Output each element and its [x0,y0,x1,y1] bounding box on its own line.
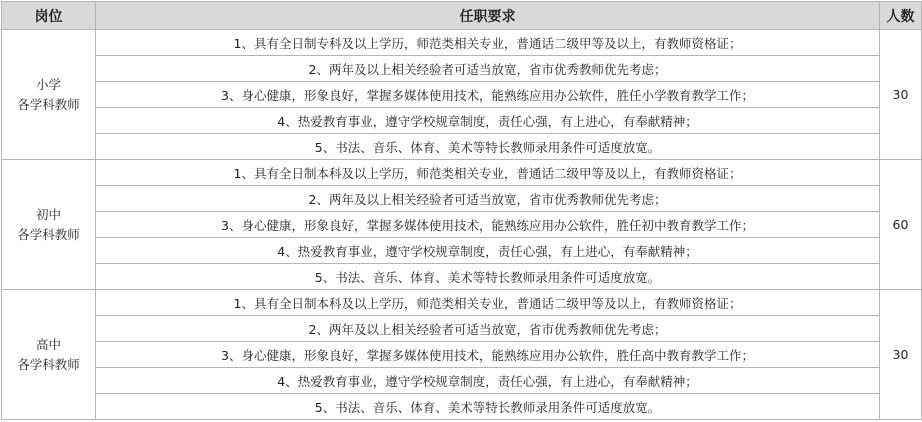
table-row [2,316,922,342]
table-row [2,108,922,134]
table-row [2,394,922,420]
header-position: 岗位 [2,2,96,30]
position-cell [2,160,96,290]
position-line-2: 各学科教师 [17,356,80,372]
requirement-cell: 2、两年及以上相关经验者可适当放宽，省市优秀教师优先考虑； [96,316,880,342]
table-row [2,56,922,82]
requirement-cell: 2、两年及以上相关经验者可适当放宽，省市优秀教师优先考虑； [96,56,880,82]
count-cell: 30 [880,30,922,160]
recruitment-table [1,1,922,420]
table-row [2,238,922,264]
count-cell: 60 [880,160,922,290]
requirement-cell: 4、热爱教育事业，遵守学校规章制度，责任心强，有上进心，有奉献精神； [96,238,880,264]
requirement-cell: 3、身心健康，形象良好，掌握多媒体使用技术，能熟练应用办公软件，胜任初中教育教学工作； [96,212,880,238]
table-row [2,134,922,160]
table-row [2,368,922,394]
table-row [2,212,922,238]
count-cell: 30 [880,290,922,420]
requirement-cell: 3、身心健康，形象良好，掌握多媒体使用技术，能熟练应用办公软件，胜任小学教育教学工作； [96,82,880,108]
position-line-1: 高中 [35,336,61,352]
requirement-cell: 4、热爱教育事业，遵守学校规章制度，责任心强，有上进心，有奉献精神； [96,108,880,134]
position-line-2: 各学科教师 [17,96,80,112]
position-line-2: 各学科教师 [17,226,80,242]
requirement-cell: 3、身心健康，形象良好，掌握多媒体使用技术，能熟练应用办公软件，胜任高中教育教学工作； [96,342,880,368]
table-row [2,82,922,108]
requirement-cell: 1、具有全日制专科及以上学历，师范类相关专业，普通话二级甲等及以上，有教师资格证； [96,30,880,56]
table-row [2,290,922,316]
requirement-cell: 5、书法、音乐、体育、美术等特长教师录用条件可适度放宽。 [96,134,880,160]
requirement-cell: 5、书法、音乐、体育、美术等特长教师录用条件可适度放宽。 [96,394,880,420]
requirement-cell: 2、两年及以上相关经验者可适当放宽，省市优秀教师优先考虑； [96,186,880,212]
table-row [2,160,922,186]
position-cell [2,290,96,420]
position-line-1: 初中 [35,206,61,222]
table-row [2,186,922,212]
table-row [2,30,922,56]
header-row [2,2,922,30]
requirement-cell: 4、热爱教育事业，遵守学校规章制度，责任心强，有上进心，有奉献精神； [96,368,880,394]
position-cell [2,30,96,160]
requirement-cell: 1、具有全日制本科及以上学历，师范类相关专业，普通话二级甲等及以上，有教师资格证； [96,160,880,186]
requirement-cell: 5、书法、音乐、体育、美术等特长教师录用条件可适度放宽。 [96,264,880,290]
table-row [2,342,922,368]
requirement-cell: 1、具有全日制本科及以上学历，师范类相关专业，普通话二级甲等及以上，有教师资格证； [96,290,880,316]
header-requirements: 任职要求 [96,2,880,30]
position-line-1: 小学 [35,76,61,92]
header-count: 人数 [880,2,922,30]
table-row [2,264,922,290]
